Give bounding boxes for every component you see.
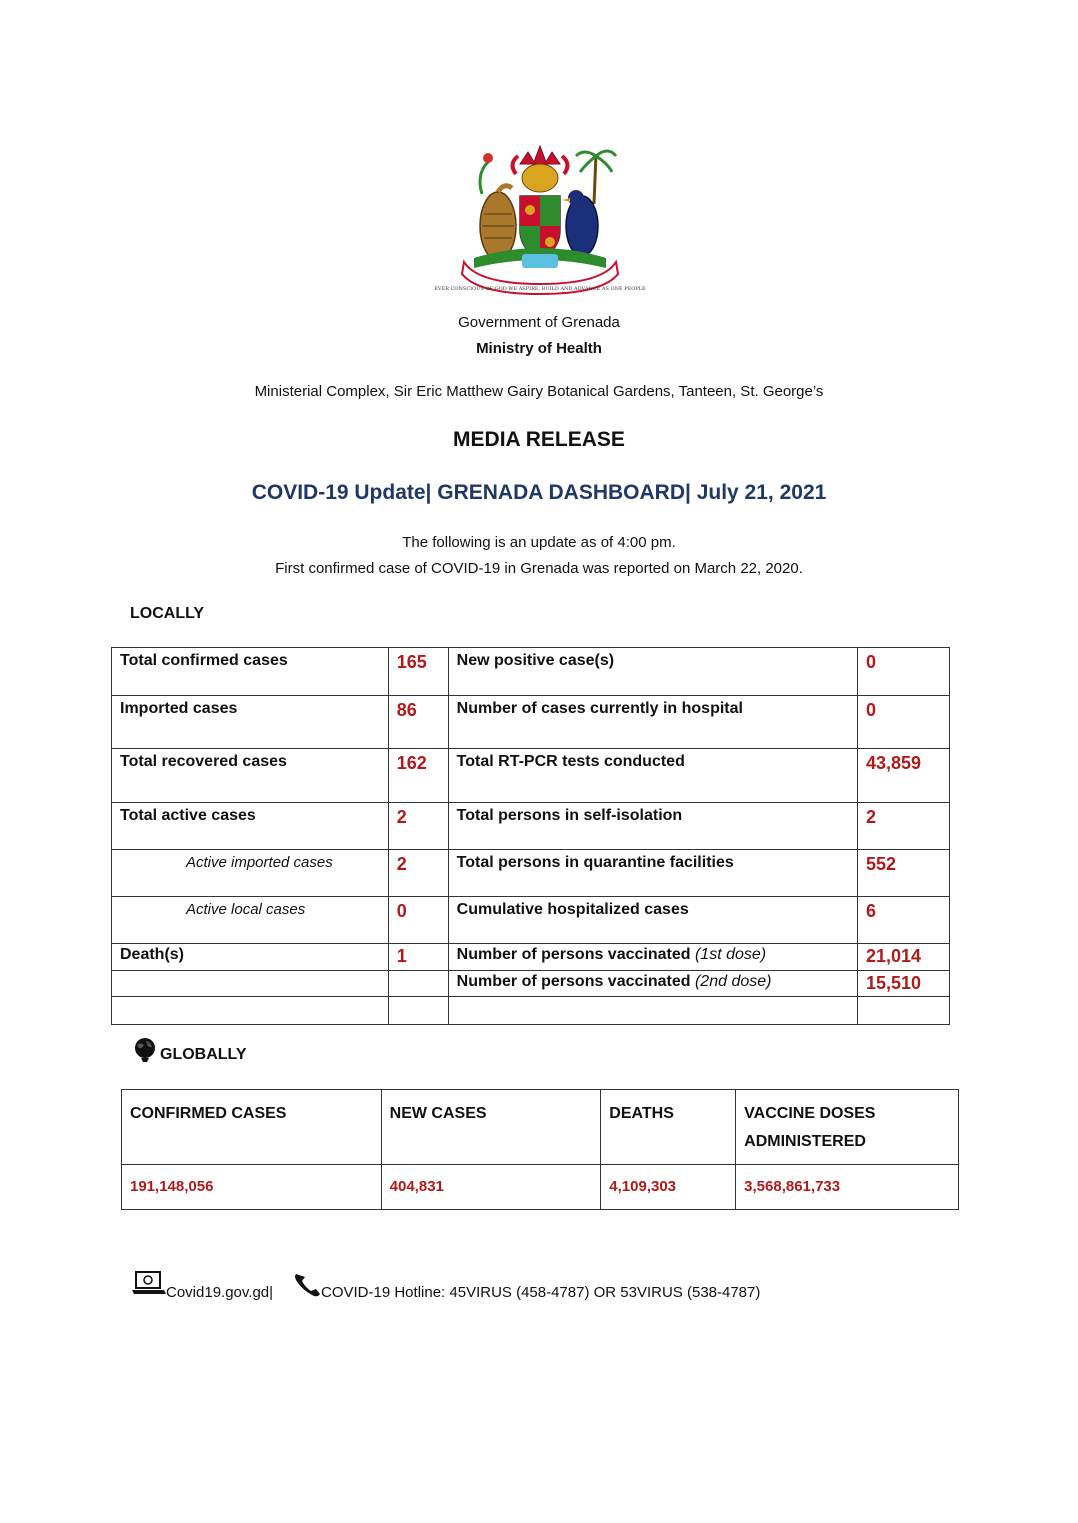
stat-label: Total confirmed cases [112,648,389,696]
global-value: 404,831 [381,1165,601,1210]
stat-value: 552 [858,850,950,897]
svg-text:EVER CONSCIOUS OF GOD WE ASPIR: EVER CONSCIOUS OF GOD WE ASPIRE, BUILD AND ADVANCE AS ONE PEOPLE [434,286,646,292]
stat-value: 165 [388,648,448,696]
table-header-row [122,1090,959,1165]
column-header: VACCINE DOSES ADMINISTERED [736,1090,959,1165]
stat-value: 162 [388,749,448,803]
ministry-address: Ministerial Complex, Sir Eric Matthew Gairy Botanical Gardens, Tanteen, St. George’s [254,383,824,400]
as-of-note: The following is an update as of 4:00 pm. [402,534,676,551]
stat-label-text: Total RT-PCR tests conducted [456,753,685,770]
government-name: Government of Grenada [458,314,620,331]
stat-label [448,696,857,749]
global-value: 3,568,861,733 [736,1165,959,1210]
computer-icon [132,1270,166,1301]
stat-label [448,897,857,944]
stat-value: 6 [858,897,950,944]
stat-label-text: New positive case(s) [456,652,615,669]
stat-value: 15,510 [858,971,950,997]
table-row [112,971,950,997]
table-row [112,850,950,897]
stat-label [448,944,857,971]
globe-icon [132,1036,158,1069]
table-row [112,749,950,803]
stat-sublabel: Active imported cases [112,850,389,897]
stat-value: 2 [388,803,448,850]
stat-label-text: Total persons in quarantine facilities [456,854,734,871]
stat-value: 2 [388,850,448,897]
stat-label-text: Number of persons vaccinated [456,946,695,963]
stat-label: Imported cases [112,696,389,749]
table-row [112,997,950,1025]
stat-label [448,997,857,1025]
local-stats-table [111,647,950,1025]
stat-value: 86 [388,696,448,749]
table-row [112,696,950,749]
stat-label: Death(s) [112,944,389,971]
dose-note: (1st dose) [694,946,767,963]
release-type: MEDIA RELEASE [453,428,625,451]
table-row [112,944,950,971]
stat-label-text: Number of persons vaccinated [456,973,695,990]
stat-value [388,997,448,1025]
table-row [112,648,950,696]
stat-label-text: Cumulative hospitalized cases [456,901,689,918]
stat-value: 0 [858,648,950,696]
dose-note: (2nd dose) [694,973,772,990]
table-row [122,1165,959,1210]
stat-label: Total active cases [112,803,389,850]
stat-sublabel: Active local cases [112,897,389,944]
stat-label [112,997,389,1025]
stat-label [448,749,857,803]
stat-label [448,803,857,850]
column-header: NEW CASES [381,1090,601,1165]
global-value: 191,148,056 [122,1165,382,1210]
stat-value [388,971,448,997]
stat-label-text: Total persons in self-isolation [456,807,683,824]
globally-heading: GLOBALLY [160,1046,247,1063]
stat-value: 0 [388,897,448,944]
global-stats-table [121,1089,959,1210]
coat-of-arms-icon [434,134,646,296]
hotline-text: COVID-19 Hotline: 45VIRUS (458-4787) OR 53VIRUS (538-4787) [321,1284,761,1301]
page-title: COVID-19 Update| GRENADA DASHBOARD| July 21, 2021 [251,481,827,504]
locally-heading: LOCALLY [130,605,205,622]
table-row [112,803,950,850]
ministry-name: Ministry of Health [476,340,602,357]
stat-value: 0 [858,696,950,749]
stat-label: Total recovered cases [112,749,389,803]
table-row [112,897,950,944]
stat-label-text: Number of cases currently in hospital [456,700,743,717]
stat-label [448,648,857,696]
stat-value: 2 [858,803,950,850]
column-header: CONFIRMED CASES [122,1090,382,1165]
stat-value: 1 [388,944,448,971]
first-case-note: First confirmed case of COVID-19 in Grenada was reported on March 22, 2020. [275,560,803,577]
global-value: 4,109,303 [601,1165,736,1210]
stat-value: 43,859 [858,749,950,803]
stat-value [858,997,950,1025]
column-header: DEATHS [601,1090,736,1165]
website-link[interactable]: Covid19.gov.gd| [166,1284,274,1301]
stat-label [448,850,857,897]
stat-value: 21,014 [858,944,950,971]
stat-label [112,971,389,997]
stat-label [448,971,857,997]
phone-icon [292,1270,322,1303]
